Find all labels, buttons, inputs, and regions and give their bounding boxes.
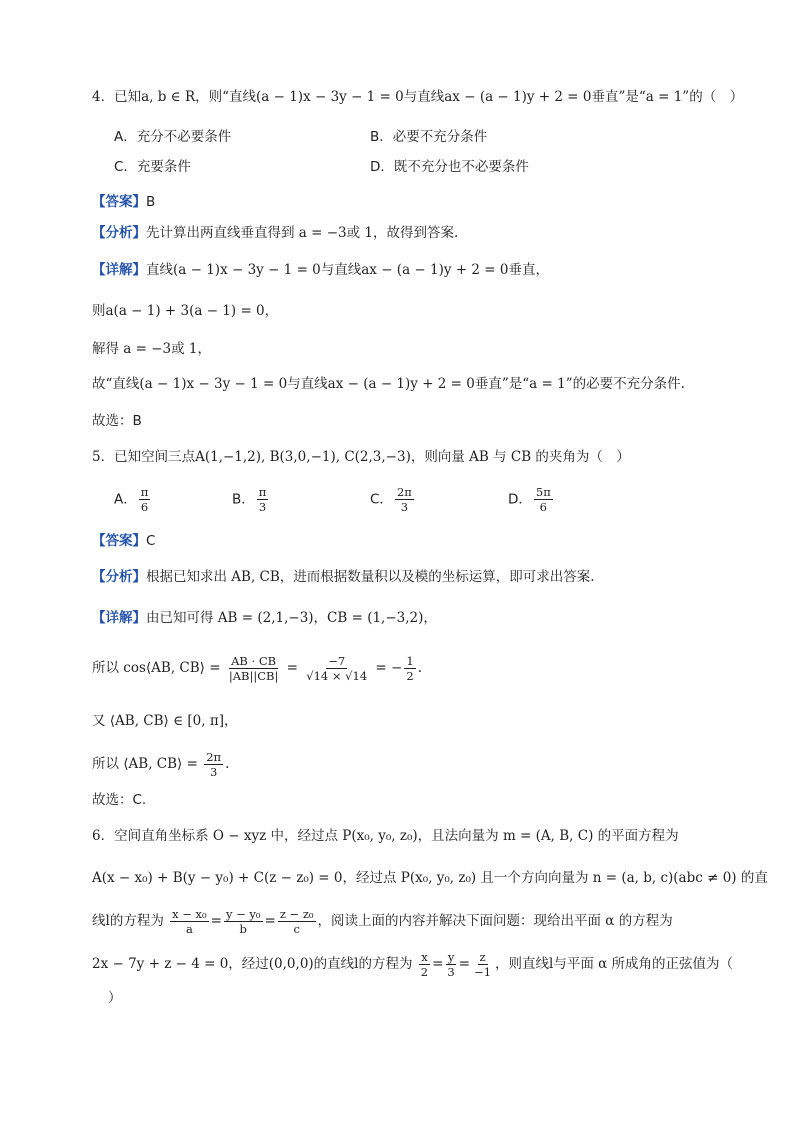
frac-den: |AB||CB| (228, 669, 279, 683)
q4-detail-4: 故选：B (92, 413, 142, 429)
q5-option-c-label: C． (370, 491, 393, 508)
frac-num: 1 (406, 654, 414, 668)
equals: = (282, 660, 303, 676)
frac-den: 2 (406, 669, 414, 683)
q5-analysis: 根据已知求出 AB, CB，进而根据数量积以及模的坐标运算，即可求出答案. (146, 569, 595, 585)
q5-range-line: 又 ⟨AB, CB⟩ ∈ [0, π]， (92, 713, 238, 729)
q4-answer: B (146, 194, 156, 210)
q5-option-b (232, 485, 270, 514)
q5-stem: 5．已知空间三点A(1,−1,2), B(3,0,−1), C(2,3,−3)，则向量 AB 与 CB 的夹角为（ ） (92, 449, 630, 465)
equals-minus: = − (371, 660, 403, 676)
cos-prefix: 所以 cos⟨AB, CB⟩ = (92, 660, 225, 676)
q6-line3: 线l的方程为 $\frac{\text{x − x₀}}{a}$ = $\frac{\text{y − y₀}}{b}$ = $\frac{\text{z − z₀}}{c}$ ，阅读上面的内容并解决下面问题：现给出平面 α 的方程为 (92, 907, 673, 936)
q5-choose: 故选：C. (92, 792, 147, 808)
q6-line2: A(x − x₀) + B(y − y₀) + C(z − z₀) = 0，经过点 P(x₀, y₀, z₀) 且一个方向向量为 n = (a, b, c)(abc ≠ 0) 的直 (92, 870, 768, 886)
q6-line1: 6．空间直角坐标系 O − xyz 中，经过点 P(x₀, y₀, z₀)，且法向量为 m = (A, B, C) 的平面方程为 (92, 828, 679, 844)
q4-stem: 4．已知a, b ∈ R，则“直线(a − 1)x − 3y − 1 = 0与直线ax − (a − 1)y + 2 = 0垂直”是“a = 1”的（ ） (92, 89, 744, 105)
frac-num: π (258, 485, 267, 499)
q4-option-d: D．既不充分也不必要条件 (370, 159, 529, 175)
frac-den: 3 (258, 500, 267, 514)
cos-frac-result (404, 654, 415, 683)
frac-den: 6 (140, 500, 149, 514)
q5-option-a (114, 485, 152, 514)
q4-option-c: C．充要条件 (114, 159, 191, 175)
q4-detail-1: 则a(a − 1) + 3(a − 1) = 0， (92, 303, 279, 319)
result-frac (204, 750, 223, 779)
result-prefix: 所以 ⟨AB, CB⟩ = (92, 756, 203, 772)
frac-den: b (239, 922, 247, 936)
frac-num: x − x₀ (172, 907, 207, 921)
q6-frac-gz (472, 950, 493, 979)
frac-num: π (140, 485, 149, 499)
q5-detail-line (92, 608, 437, 628)
q5-option-d-label: D． (508, 491, 532, 508)
q4-detail-2: 解得 a = −3或 1， (92, 341, 212, 357)
q5-option-a-frac (139, 485, 151, 514)
frac-den: 3 (447, 965, 455, 979)
frac-num: 5π (535, 485, 551, 499)
frac-num: x (421, 950, 428, 964)
frac-num: y (447, 950, 455, 964)
frac-num: z (479, 950, 486, 964)
frac-den: 3 (400, 500, 409, 514)
q5-option-d (508, 485, 555, 514)
line-l-prefix: 线l的方程为 (92, 913, 169, 929)
q6-frac-y (224, 907, 263, 936)
q5-detail-first: 由已知可得 AB = (2,1,−3)，CB = (1,−3,2)， (146, 610, 437, 626)
answer-tag: 【答案】 (92, 194, 146, 210)
q5-result-line (92, 750, 229, 779)
frac-den: −1 (474, 965, 492, 979)
detail-tag: 【详解】 (92, 262, 146, 278)
q4-answer-line (92, 192, 155, 212)
q5-option-c-frac (395, 485, 414, 514)
frac-den: 6 (539, 500, 547, 514)
q6-frac-gx (419, 950, 430, 979)
cos-frac-vectors (227, 654, 281, 683)
frac-den: 2 (420, 965, 429, 979)
period: . (225, 756, 230, 772)
q6-frac-gy (445, 950, 456, 979)
period: . (417, 660, 422, 676)
answer-tag: 【答案】 (92, 533, 146, 549)
frac-num: 2π (396, 485, 412, 499)
q6-line4: 2x − 7y + z − 4 = 0，经过(0,0,0)的直线l的方程为 $\frac{x}{2}$ = $\frac{y}{3}$ = $\frac{z}{-1}$ ，则直线l与平面 α 所成角的正弦值为（ (92, 950, 734, 979)
frac-num: y − y₀ (225, 907, 261, 921)
q5-option-b-label: B． (232, 491, 255, 508)
q6-frac-x (170, 907, 209, 936)
q5-option-b-frac (257, 485, 269, 514)
q4-detail-line (92, 260, 549, 280)
q5-analysis-line (92, 567, 595, 587)
q4-detail-0: 直线(a − 1)x − 3y − 1 = 0与直线ax − (a − 1)y + 2 = 0垂直， (146, 262, 549, 278)
q5-cos-line (92, 654, 422, 683)
q5-answer-line (92, 531, 155, 551)
plane-prefix: 2x − 7y + z − 4 = 0，经过(0,0,0)的直线l的方程为 (92, 956, 417, 972)
q5-answer: C (146, 533, 156, 549)
q6-line5: ） (108, 990, 122, 1006)
frac-den: 3 (210, 765, 218, 779)
line-l-suffix: ，阅读上面的内容并解决下面问题：现给出平面 α 的方程为 (317, 913, 673, 929)
q4-option-a: A．充分不必要条件 (114, 129, 232, 145)
detail-tag: 【详解】 (92, 610, 146, 626)
analysis-tag: 【分析】 (92, 225, 146, 241)
frac-num: AB · CB (231, 654, 277, 668)
cos-frac-values (304, 654, 369, 683)
frac-den: c (293, 922, 300, 936)
frac-num: −7 (328, 654, 346, 668)
q4-option-b: B．必要不充分条件 (370, 129, 488, 145)
q4-analysis: 先计算出两直线垂直得到 a = −3或 1，故得到答案. (146, 225, 459, 241)
plane-suffix: ，则直线l与平面 α 所成角的正弦值为（ (495, 956, 734, 972)
frac-num: 2π (206, 750, 222, 764)
frac-den: a (185, 922, 193, 936)
q6-frac-z (278, 907, 316, 936)
q5-option-d-frac (534, 485, 553, 514)
frac-num: z − z₀ (279, 907, 314, 921)
q4-detail-3: 故“直线(a − 1)x − 3y − 1 = 0与直线ax − (a − 1)y + 2 = 0垂直”是“a = 1”的必要不充分条件. (92, 376, 685, 392)
q5-option-a-label: A． (114, 491, 137, 508)
q4-analysis-line (92, 223, 458, 243)
q5-option-c (370, 485, 416, 514)
analysis-tag: 【分析】 (92, 569, 146, 585)
frac-den: √14 × √14 (306, 669, 368, 683)
